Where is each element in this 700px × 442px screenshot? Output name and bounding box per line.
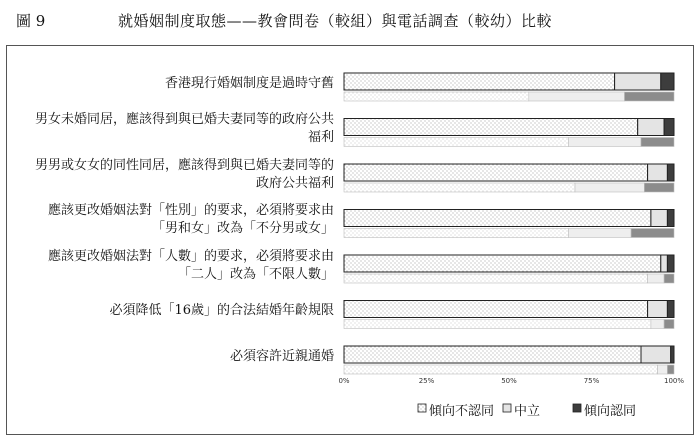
category-label-line: 應該更改婚姻法對「人數」的要求，必須將要求由 — [47, 248, 334, 264]
legend-swatch-dots — [418, 404, 426, 412]
bar-phone-agree — [664, 320, 674, 329]
legend-label: 傾向不認同 — [429, 404, 495, 419]
bar-church-agree — [661, 73, 674, 90]
bar-church-disagree — [344, 73, 615, 90]
legend-swatch-light — [503, 404, 511, 412]
bar-church-disagree — [344, 301, 648, 318]
category-label-line: 必須容許近親通婚 — [229, 348, 334, 364]
bar-church-neutral — [648, 164, 668, 181]
bar-church-agree — [664, 119, 674, 136]
bar-phone-agree — [625, 92, 675, 101]
category-label-line: 福利 — [307, 130, 334, 145]
x-tick-label: 0% — [338, 377, 350, 385]
x-tick-label: 50% — [501, 377, 517, 385]
bar-church-neutral — [648, 301, 668, 318]
bar-church-agree — [671, 346, 674, 363]
bar-phone-neutral — [529, 92, 625, 101]
category-label-line: 必須降低「16歲」的合法結婚年齡規限 — [109, 303, 334, 318]
bar-phone-disagree — [344, 138, 568, 147]
bar-church-neutral — [661, 255, 668, 272]
category-label-line: 香港現行婚姻制度是過時守舊 — [164, 75, 334, 91]
legend-label: 中立 — [514, 404, 541, 419]
bar-church-neutral — [651, 210, 668, 227]
bar-phone-neutral — [658, 365, 668, 374]
x-tick-label: 25% — [418, 377, 435, 385]
bar-church-agree — [667, 210, 674, 227]
bar-church-disagree — [344, 346, 641, 363]
figure-label: 圖 9 — [16, 12, 46, 30]
bar-church-neutral — [615, 73, 661, 90]
bar-church-disagree — [344, 210, 651, 227]
bar-church-agree — [667, 301, 674, 318]
bar-church-agree — [667, 255, 674, 272]
bar-church-disagree — [344, 164, 648, 181]
bar-phone-agree — [644, 183, 674, 192]
bar-church-neutral — [641, 346, 671, 363]
bar-phone-neutral — [575, 183, 644, 192]
bar-phone-disagree — [344, 365, 658, 374]
bar-phone-agree — [667, 365, 674, 374]
category-label-line: 「二人」改為「不限人數」 — [177, 266, 334, 282]
category-label-line: 政府公共福利 — [255, 175, 334, 191]
bar-phone-agree — [664, 274, 674, 283]
bar-phone-neutral — [568, 229, 631, 238]
category-label-line: 「男和女」改為「不分男或女」 — [151, 221, 334, 236]
bar-phone-agree — [641, 138, 674, 147]
x-tick-label: 100% — [663, 377, 685, 385]
bar-phone-neutral — [568, 138, 641, 147]
bar-phone-neutral — [651, 320, 664, 329]
bar-church-disagree — [344, 255, 661, 272]
bar-church-disagree — [344, 119, 638, 136]
bar-church-agree — [667, 164, 674, 181]
legend-label: 傾向認同 — [584, 404, 637, 419]
bar-phone-disagree — [344, 274, 648, 283]
category-label-line: 男男或女女的同性同居，應該得到與已婚夫妻同等的 — [34, 157, 334, 173]
bar-phone-disagree — [344, 229, 568, 238]
category-label-line: 應該更改婚姻法對「性別」的要求，必須將要求由 — [47, 203, 334, 218]
bar-phone-disagree — [344, 92, 529, 101]
bar-phone-neutral — [648, 274, 665, 283]
legend-swatch-dark — [573, 404, 581, 412]
bar-phone-disagree — [344, 320, 651, 329]
figure-title: 就婚姻制度取態——教會問卷（較組）與電話調查（較幼）比較 — [118, 12, 553, 30]
bar-church-neutral — [638, 119, 664, 136]
bar-phone-agree — [631, 229, 674, 238]
category-label-line: 男女未婚同居，應該得到與已婚夫妻同等的政府公共 — [34, 112, 334, 127]
bar-phone-disagree — [344, 183, 575, 192]
x-tick-label: 75% — [583, 377, 600, 385]
